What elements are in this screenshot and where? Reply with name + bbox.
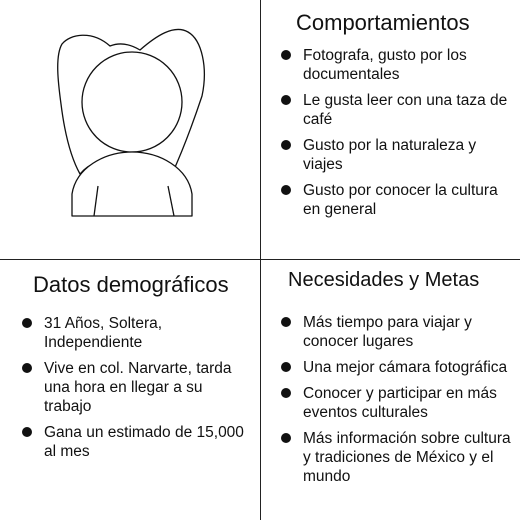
bullet-dot-icon	[22, 363, 32, 373]
demograficos-title: Datos demográficos	[33, 272, 229, 297]
bullet-dot-icon	[281, 185, 291, 195]
list-item-text: Más tiempo para viajar y conocer lugares	[303, 314, 472, 350]
list-item	[281, 46, 517, 84]
list-item	[281, 136, 517, 174]
list-item	[281, 358, 517, 377]
list-item	[281, 429, 517, 486]
vertical-divider	[260, 0, 261, 520]
bullet-dot-icon	[22, 427, 32, 437]
list-item	[281, 313, 517, 351]
list-item	[281, 384, 517, 422]
bullet-dot-icon	[281, 362, 291, 372]
bullet-dot-icon	[281, 95, 291, 105]
shoulders-outline	[72, 152, 192, 216]
metas-title: Necesidades y Metas	[288, 269, 480, 291]
list-item-text: Gana un estimado de 15,000 al mes	[44, 424, 244, 460]
horizontal-divider	[0, 259, 520, 260]
list-item-text: Fotografa, gusto por los documentales	[303, 47, 467, 83]
list-item-text: Vive en col. Narvarte, tarda una hora en llegar a su trabajo	[44, 360, 232, 415]
comportamientos-list	[281, 46, 517, 226]
bullet-dot-icon	[281, 140, 291, 150]
bullet-dot-icon	[281, 50, 291, 60]
list-item-text: Más información sobre cultura y tradiciones de México y el mundo	[303, 430, 511, 485]
list-item-text: 31 Años, Soltera, Independiente	[44, 315, 163, 351]
list-item	[22, 314, 248, 352]
list-item-text: Gusto por conocer la cultura en general	[303, 182, 498, 218]
comportamientos-title: Comportamientos	[296, 10, 470, 35]
list-item	[281, 181, 517, 219]
bullet-dot-icon	[281, 317, 291, 327]
person-sketch-icon	[52, 24, 212, 220]
metas-list	[281, 313, 517, 493]
list-item-text: Conocer y participar en más eventos culturales	[303, 385, 497, 421]
list-item	[22, 359, 248, 416]
list-item	[22, 423, 248, 461]
list-item-text: Una mejor cámara fotográfica	[303, 359, 508, 376]
bullet-dot-icon	[22, 318, 32, 328]
list-item-text: Gusto por la naturaleza y viajes	[303, 137, 477, 173]
demograficos-list	[22, 314, 248, 468]
head-circle	[82, 52, 182, 152]
list-item-text: Le gusta leer con una taza de café	[303, 92, 508, 128]
list-item	[281, 91, 517, 129]
bullet-dot-icon	[281, 433, 291, 443]
bullet-dot-icon	[281, 388, 291, 398]
